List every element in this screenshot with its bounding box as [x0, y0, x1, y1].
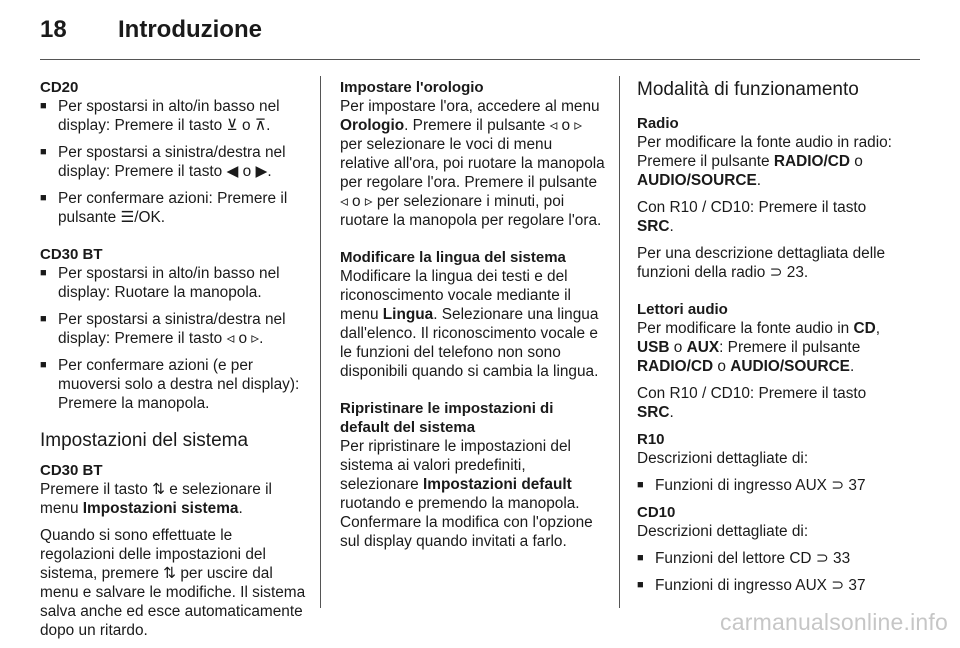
- cd20-list: [40, 97, 308, 227]
- column-2: [340, 78, 605, 559]
- cd10-list: [637, 549, 907, 595]
- paragraph: Per modificare la fonte audio in radio: Premere il pulsante RADIO/CD o AUDIO/SOURCE.: [637, 134, 892, 189]
- paragraph: Per una descrizione dettagliata delle funzioni della radio ⊃ 23.: [637, 245, 886, 281]
- subheading-radio: Radio: [637, 115, 679, 132]
- column-divider: [320, 76, 321, 608]
- section-title-modes: Modalità di funzionamento: [637, 79, 859, 100]
- paragraph: Per ripristinare le impostazioni del sistema ai valori predefiniti, selezionare Impostazioni default ruotando e premendo la manopola. Confermare la modifica con l'opzione sul display quando invitati a farlo.: [340, 438, 593, 550]
- settings-key-icon: ⇅: [163, 565, 177, 582]
- subheading-cd10: CD10: [637, 504, 676, 521]
- paragraph: Descrizioni dettagliate di:: [637, 450, 809, 467]
- page-ref-icon: ⊃: [815, 550, 829, 567]
- subheading-reset: Ripristinare le impostazioni di default del sistema: [340, 400, 554, 436]
- page-number: 18: [40, 16, 67, 43]
- subheading-r10: R10: [637, 431, 665, 448]
- settings-key-icon: ⇅: [152, 481, 165, 498]
- paragraph: Per modificare la fonte audio in CD, USB o AUX: Premere il pulsante RADIO/CD o AUDIO/SOURCE.: [637, 320, 880, 375]
- paragraph: Modificare la lingua dei testi e del riconoscimento vocale mediante il menu Lingua. Selezionare una lingua dall'elenco. Il riconoscimento vocale e le funzioni del telefono non sono disponibili quando si cambia la lingua.: [340, 268, 599, 380]
- list-item: ■ Per spostarsi a sinistra/destra nel display: Premere il tasto ◀ o ▶.: [40, 143, 308, 181]
- paragraph: Con R10 / CD10: Premere il tasto SRC.: [637, 199, 867, 235]
- list-item: ■ Per spostarsi a sinistra/destra nel display: Premere il tasto ◃ o ▹.: [40, 310, 308, 348]
- subheading-language: Modificare la lingua del sistema: [340, 249, 566, 266]
- page-header: [40, 16, 920, 56]
- list-item: ■ Per spostarsi in alto/in basso nel display: Premere il tasto ⊻ o ⊼.: [40, 97, 308, 135]
- list-item: ■ Per confermare azioni: Premere il pulsante ☰/OK.: [40, 189, 308, 227]
- list-item: ■ Funzioni di ingresso AUX ⊃ 37: [637, 476, 907, 495]
- watermark: carmanualsonline.info: [720, 609, 948, 635]
- list-item: ■ Funzioni del lettore CD ⊃ 33: [637, 549, 907, 568]
- page-ref-icon: ⊃: [831, 477, 845, 494]
- section-title-system: Impostazioni del sistema: [40, 430, 249, 451]
- r10-list: [637, 476, 907, 495]
- paragraph: Premere il tasto ⇅ e selezionare il menu Impostazioni sistema.: [40, 481, 272, 517]
- subheading-cd30: CD30 BT: [40, 246, 103, 263]
- column-divider: [619, 76, 620, 608]
- page-ref-icon: ⊃: [769, 264, 783, 281]
- subheading-players: Lettori audio: [637, 301, 728, 318]
- subheading-cd20: CD20: [40, 79, 79, 96]
- cd30-list: [40, 264, 308, 413]
- column-1: [40, 78, 308, 648]
- paragraph: Per impostare l'ora, accedere al menu Orologio. Premere il pulsante ◃ o ▹ per selezionare le voci di menu relative all'ora, poi ruotare la manopola per regolare l'ora. Premere il pulsante ◃ o ▹ per selezionare i minuti, poi ruotare la manopola per regolare l'ora.: [340, 98, 605, 229]
- list-item: ■ Per spostarsi in alto/in basso nel display: Ruotare la manopola.: [40, 264, 308, 302]
- subheading-clock: Impostare l'orologio: [340, 79, 484, 96]
- list-item: ■ Per confermare azioni (e per muoversi solo a destra nel display): Premere la manopola.: [40, 356, 308, 413]
- chapter-title: Introduzione: [118, 16, 262, 43]
- paragraph: Descrizioni dettagliate di:: [637, 523, 809, 540]
- list-item: ■ Funzioni di ingresso AUX ⊃ 37: [637, 576, 907, 595]
- header-rule: [40, 59, 920, 60]
- subheading-cd30-system: CD30 BT: [40, 462, 103, 479]
- page-ref-icon: ⊃: [831, 577, 845, 594]
- paragraph: Con R10 / CD10: Premere il tasto SRC.: [637, 385, 867, 421]
- column-3: [637, 78, 907, 603]
- paragraph: Quando si sono effettuate le regolazioni delle impostazioni del sistema, premere ⇅ per uscire dal menu e salvare le modifiche. Il sistema salva anche ed esce automaticamente dopo un ritardo.: [40, 527, 306, 639]
